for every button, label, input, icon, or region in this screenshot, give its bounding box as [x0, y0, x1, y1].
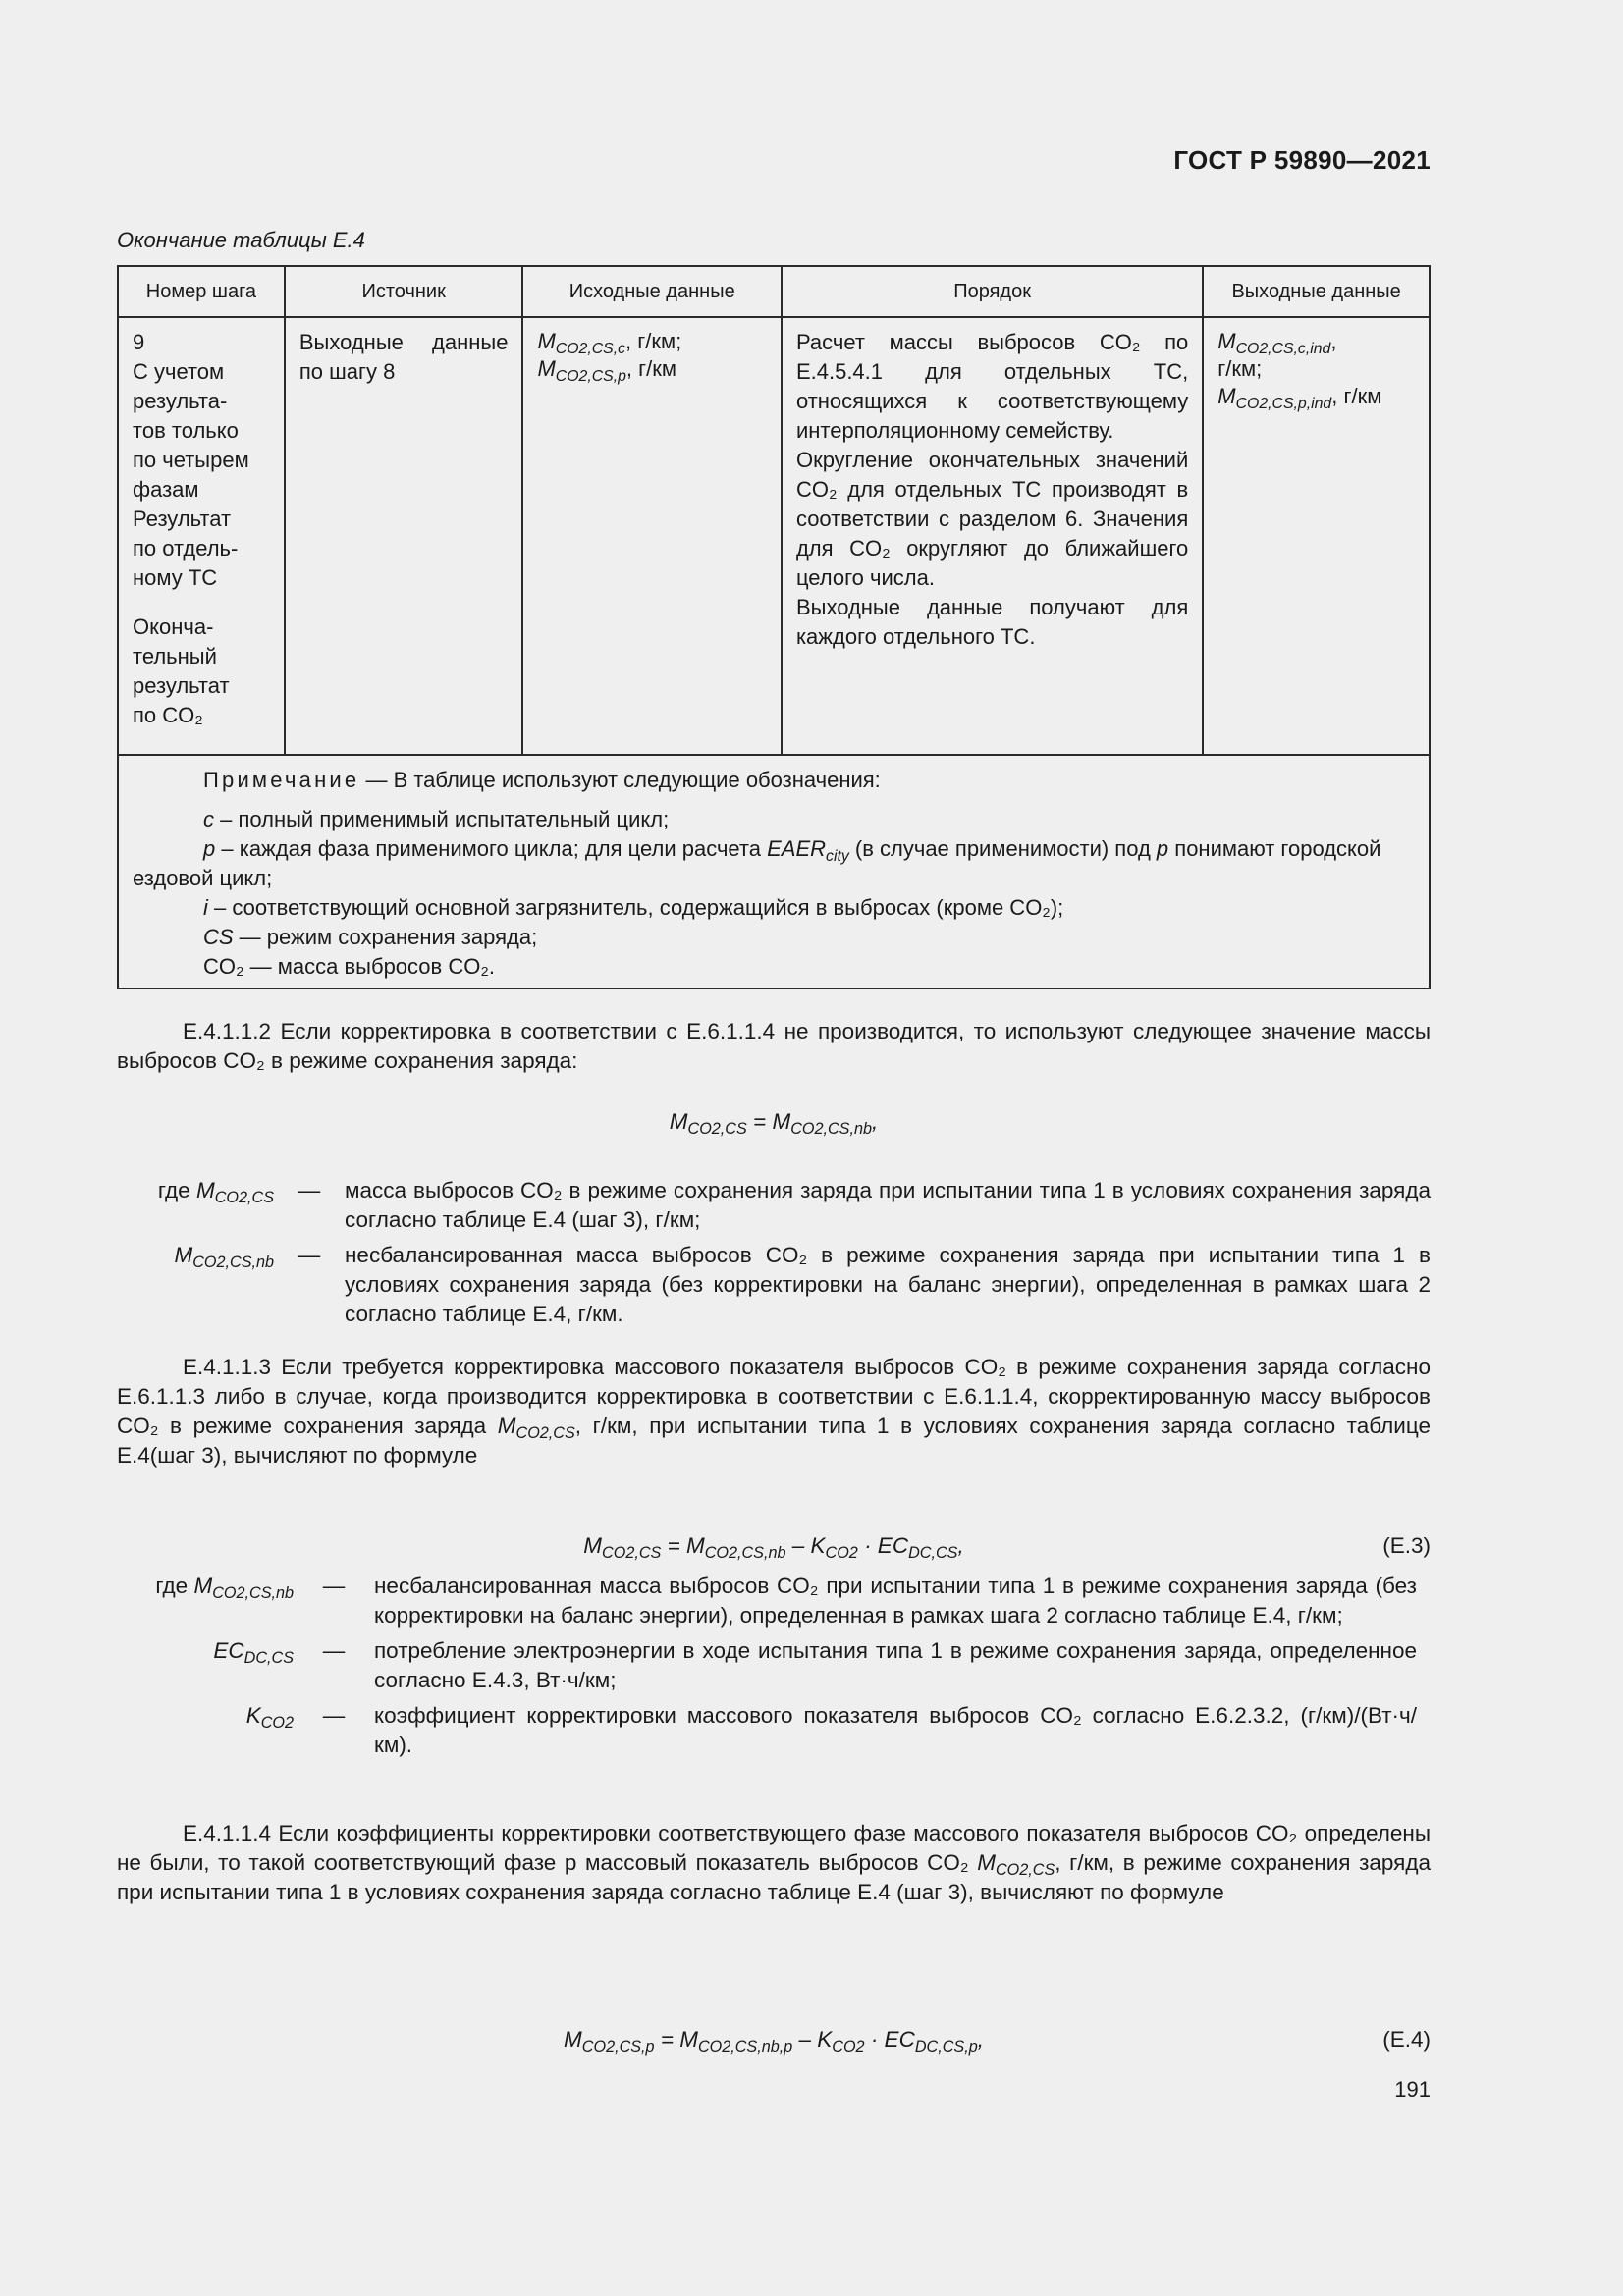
procedure-text: Расчет массы выбросов CO₂ по Е.4.5.4.1 для отдельных ТС, относящихся к соответствующему интерполяционному семейству. [795, 330, 1189, 443]
formula-e3: $M_{CO2,CS} = M_{CO2,CS,nb} - K_{CO2} \cdot EC_{DC,CS}$, (Е.3) [583, 1533, 1431, 1563]
table-header-row [118, 266, 1430, 317]
step-line: 9 [133, 330, 145, 354]
note-item: CS — режим сохранения заряда; [203, 925, 538, 949]
equation-number: (Е.3) [1382, 1533, 1431, 1558]
definition: где $M_{CO2,CS}$ — масса выбросов CO₂ в режиме сохранения заряда при испытании типа 1 в условиях сохранения заряда согласно таблице Е.4 (шаг 3), г/км; [157, 1178, 1431, 1232]
note-item: p – каждая фаза применимого цикла; для цели расчета $EAER_{city}$ (в случае применимости) под p понимают городской ездовой цикл; [133, 836, 1381, 890]
col-header: Порядок [782, 266, 1203, 317]
paragraph: Е.4.1.1.3 Если требуется корректировка массового показателя выбросов CO₂ в режиме сохранения заряда согласно Е.6.1.1.3 либо в случае, когда производится корректировка в соответствии с Е.6.1.1.4, скорректированную массу выбросов CO₂ в режиме сохранения заряда $M_{CO2,CS}$, г/км, при испытании типа 1 в условиях сохранения заряда согласно таблице Е.4(шаг 3), вычисляют по формуле [117, 1355, 1431, 1468]
cell-step [118, 317, 285, 755]
cell-output [1203, 317, 1430, 755]
step-line: Результат [133, 507, 232, 531]
output-line: г/км; [1217, 356, 1263, 381]
output-line: $M_{CO2,CS,p,ind}$, г/км [1217, 384, 1382, 413]
table-note [118, 755, 1430, 988]
step-line: тельный [133, 644, 217, 668]
step-line: по отдель- [133, 536, 239, 561]
cell-input [522, 317, 782, 755]
step-line: Оконча- [133, 614, 214, 639]
table-caption: Окончание таблицы Е.4 [117, 228, 365, 252]
note-item: c – полный применимый испытательный цикл; [203, 807, 670, 831]
table-row [118, 317, 1430, 755]
col-header: Исходные данные [522, 266, 782, 317]
note-item: CO₂ — масса выбросов CO₂. [203, 954, 495, 979]
col-header: Выходные данные [1203, 266, 1430, 317]
section-e4114 [117, 1819, 1431, 1907]
section-e4113 [117, 1353, 1431, 1470]
step-line: С учетом [133, 359, 225, 384]
definitions-2 [117, 1572, 1431, 1766]
step-line: тов только [133, 418, 239, 443]
definition: где $M_{CO2,CS,nb}$ — несбалансированная масса выбросов CO₂ при испытании типа 1 в режиме сохранения заряда (без корректировки на баланс энергии), определенная в рамках шага 2 согласно таблице Е.4, г/км; [155, 1574, 1417, 1628]
definition: $EC_{DC,CS}$ — потребление электроэнергии в ходе испытания типа 1 в режиме сохранения заряда, определенное согласно Е.4.3, Вт·ч/км; [213, 1638, 1417, 1692]
paragraph: Е.4.1.1.4 Если коэффициенты корректировки соответствующего фазе массового показателя выбросов CO₂ определены не были, то такой соответствующий фазе p массовый показатель выбросов CO₂ $M_{CO2,CS}$, г/км, в режиме сохранения заряда при испытании типа 1 в условиях сохранения заряда согласно таблице Е.4 (шаг 3), вычисляют по формуле [117, 1821, 1431, 1904]
procedure-text: Выходные данные получают для каждого отдельного ТС. [795, 595, 1189, 649]
output-line: $M_{CO2,CS,c,ind}$, [1217, 329, 1337, 358]
step-line: фазам [133, 477, 199, 502]
step-line: ному ТС [133, 565, 218, 590]
col-header: Номер шага [118, 266, 285, 317]
paragraph: Е.4.1.1.2 Если корректировка в соответствии с Е.6.1.1.4 не производится, то используют следующее значение массы выбросов CO₂ в режиме сохранения заряда: [117, 1019, 1431, 1073]
document-code: ГОСТ Р 59890—2021 [1173, 145, 1431, 175]
equation-number: (Е.4) [1382, 2027, 1431, 2052]
table-note-row [118, 755, 1430, 988]
section-e4112 [117, 1017, 1431, 1076]
formula-e4: $M_{CO2,CS,p} = M_{CO2,CS,nb,p} - K_{CO2} \cdot EC_{DC,CS,p}$, (Е.4) [564, 2027, 1431, 2056]
definition: $K_{CO2}$ — коэффициент корректировки массового показателя выбросов CO₂ согласно Е.6.2.3.2, (г/км)/(Вт·ч/км). [245, 1703, 1417, 1757]
definitions-1 [117, 1176, 1431, 1335]
procedure-text: Округление окончательных значений CO₂ для отдельных ТС производят в соответствии с разделом 6. Значения для CO₂ округляют до ближайшего целого числа. [795, 448, 1189, 590]
note-intro: Примечание — В таблице используют следующие обозначения: [203, 768, 881, 792]
note-item: i – соответствующий основной загрязнитель, содержащийся в выбросах (кроме CO₂); [203, 895, 1064, 920]
definition: $M_{CO2,CS,nb}$ — несбалансированная масса выбросов CO₂ в режиме сохранения заряда при испытании типа 1 в условиях сохранения заряда (без корректировки на баланс энергии), определенная в рамках шага 2 согласно таблице Е.4, г/км. [174, 1243, 1431, 1326]
cell-procedure [782, 317, 1203, 755]
step-line: результа- [133, 389, 228, 413]
page-number: 191 [1394, 2077, 1431, 2102]
cell-source: Выходные данные по шагу 8 [285, 317, 523, 755]
formula-mco2cs: $M_{CO2,CS} = M_{CO2,CS,nb}$, [669, 1109, 879, 1139]
col-header: Источник [285, 266, 523, 317]
step-line: результат [133, 673, 230, 698]
step-line: по четырем [133, 448, 249, 472]
input-line: $M_{CO2,CS,p}$, г/км [537, 356, 677, 386]
step-line: по CO₂ [133, 703, 203, 727]
input-line: $M_{CO2,CS,c}$, г/км; [537, 329, 682, 358]
table-e4 [117, 265, 1431, 989]
